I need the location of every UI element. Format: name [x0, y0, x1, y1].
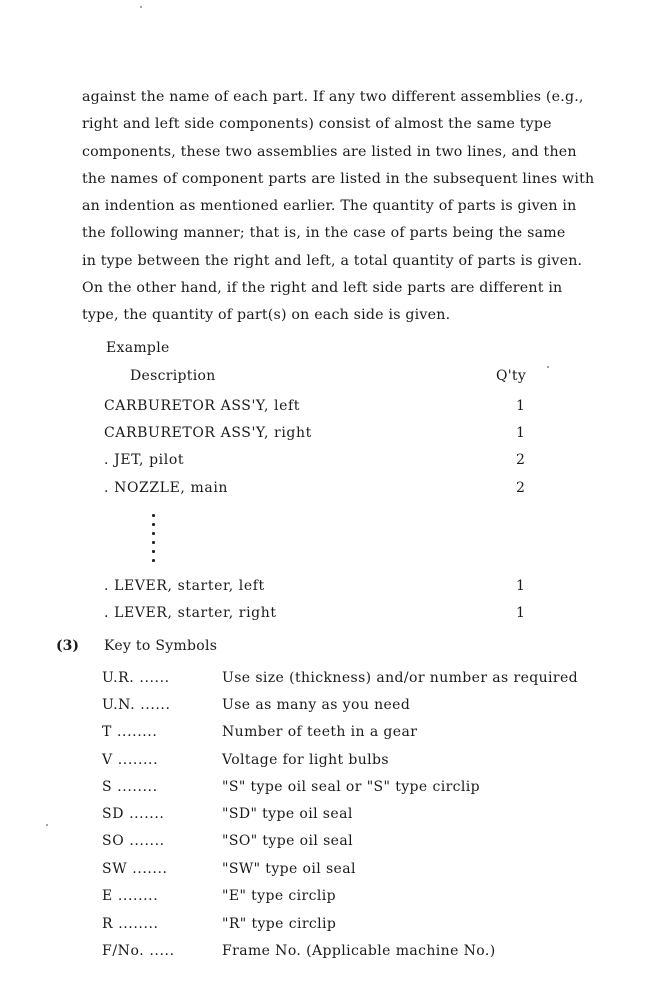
paragraph-line: right and left side components) consist of almost the same type: [82, 116, 552, 133]
symbol-row: [102, 884, 336, 908]
example-row: [104, 421, 534, 445]
paragraph-line: components, these two assemblies are listed in two lines, and then: [82, 143, 577, 160]
symbol-row: [102, 666, 578, 690]
example-row: [104, 476, 534, 500]
symbol-row: [102, 857, 356, 881]
example-row: [104, 394, 534, 418]
example-row-description: . JET, pilot: [104, 452, 185, 468]
scan-speck: [547, 366, 549, 368]
example-row-description: . LEVER, starter, left: [104, 578, 265, 594]
section-title: Key to Symbols: [104, 638, 218, 654]
symbol-row: [102, 802, 353, 826]
example-row-description: . NOZZLE, main: [104, 480, 229, 496]
example-row-qty: 1: [516, 425, 526, 441]
example-row-description: CARBURETOR ASS'Y, left: [104, 398, 301, 414]
example-row: [104, 574, 534, 598]
symbol-row: [102, 720, 417, 744]
example-heading: Example: [106, 340, 170, 356]
description-column-header: Description: [130, 368, 216, 384]
symbol-definition: Number of teeth in a gear: [222, 724, 418, 740]
symbol-definition: Voltage for light bulbs: [222, 752, 389, 768]
symbol-code: U.R. ......: [102, 670, 170, 686]
symbol-code: E ........: [102, 888, 159, 904]
symbol-code: SO .......: [102, 833, 165, 849]
symbol-definition: "S" type oil seal or "S" type circlip: [222, 779, 481, 795]
symbol-row: [102, 829, 353, 853]
paragraph-line: an indention as mentioned earlier. The quantity of parts is given in: [82, 198, 577, 215]
paragraph-line: in type between the right and left, a total quantity of parts is given.: [82, 252, 583, 269]
example-row-qty: 1: [516, 398, 526, 414]
symbol-definition: Use size (thickness) and/or number as required: [222, 670, 579, 686]
body-paragraph: [82, 84, 642, 330]
symbol-code: U.N. ......: [102, 697, 171, 713]
symbol-definition: "SO" type oil seal: [222, 833, 353, 849]
symbol-code: SW .......: [102, 861, 168, 877]
example-row-qty: 2: [516, 452, 526, 468]
symbol-code: R ........: [102, 916, 159, 932]
symbol-code: F/No. .....: [102, 943, 175, 959]
paragraph-line: the following manner; that is, in the case of parts being the same: [82, 225, 566, 242]
example-row: [104, 448, 534, 472]
paragraph-line: On the other hand, if the right and left side parts are different in: [82, 280, 563, 297]
symbol-row: [102, 912, 336, 936]
example-row-qty: 1: [516, 578, 526, 594]
scan-speck: [46, 824, 48, 826]
symbol-code: S ........: [102, 779, 158, 795]
example-row-description: . LEVER, starter, right: [104, 605, 277, 621]
symbol-definition: Frame No. (Applicable machine No.): [222, 943, 496, 959]
symbol-definition: "R" type circlip: [222, 916, 337, 932]
example-row-qty: 2: [516, 480, 526, 496]
example-row-qty: 1: [516, 605, 526, 621]
paragraph-line: type, the quantity of part(s) on each side is given.: [82, 307, 451, 324]
example-row: [104, 601, 534, 625]
symbol-row: [102, 775, 480, 799]
scan-speck: [140, 6, 142, 8]
vertical-ellipsis: [151, 514, 157, 568]
section-number: (3): [56, 638, 79, 654]
symbol-definition: "SD" type oil seal: [222, 806, 353, 822]
paragraph-line: against the name of each part. If any two different assemblies (e.g.,: [82, 89, 584, 105]
symbol-code: T ........: [102, 724, 158, 740]
quantity-column-header: Q'ty: [496, 368, 527, 384]
symbol-row: [102, 748, 389, 772]
symbol-code: SD .......: [102, 806, 165, 822]
paragraph-line: the names of component parts are listed in the subsequent lines with: [82, 170, 595, 187]
symbol-row: [102, 693, 410, 717]
symbol-row: [102, 939, 496, 963]
example-row-description: CARBURETOR ASS'Y, right: [104, 425, 312, 441]
symbol-definition: "E" type circlip: [222, 888, 336, 904]
symbol-definition: Use as many as you need: [222, 697, 411, 713]
symbol-code: V ........: [102, 752, 159, 768]
symbol-definition: "SW" type oil seal: [222, 861, 356, 877]
